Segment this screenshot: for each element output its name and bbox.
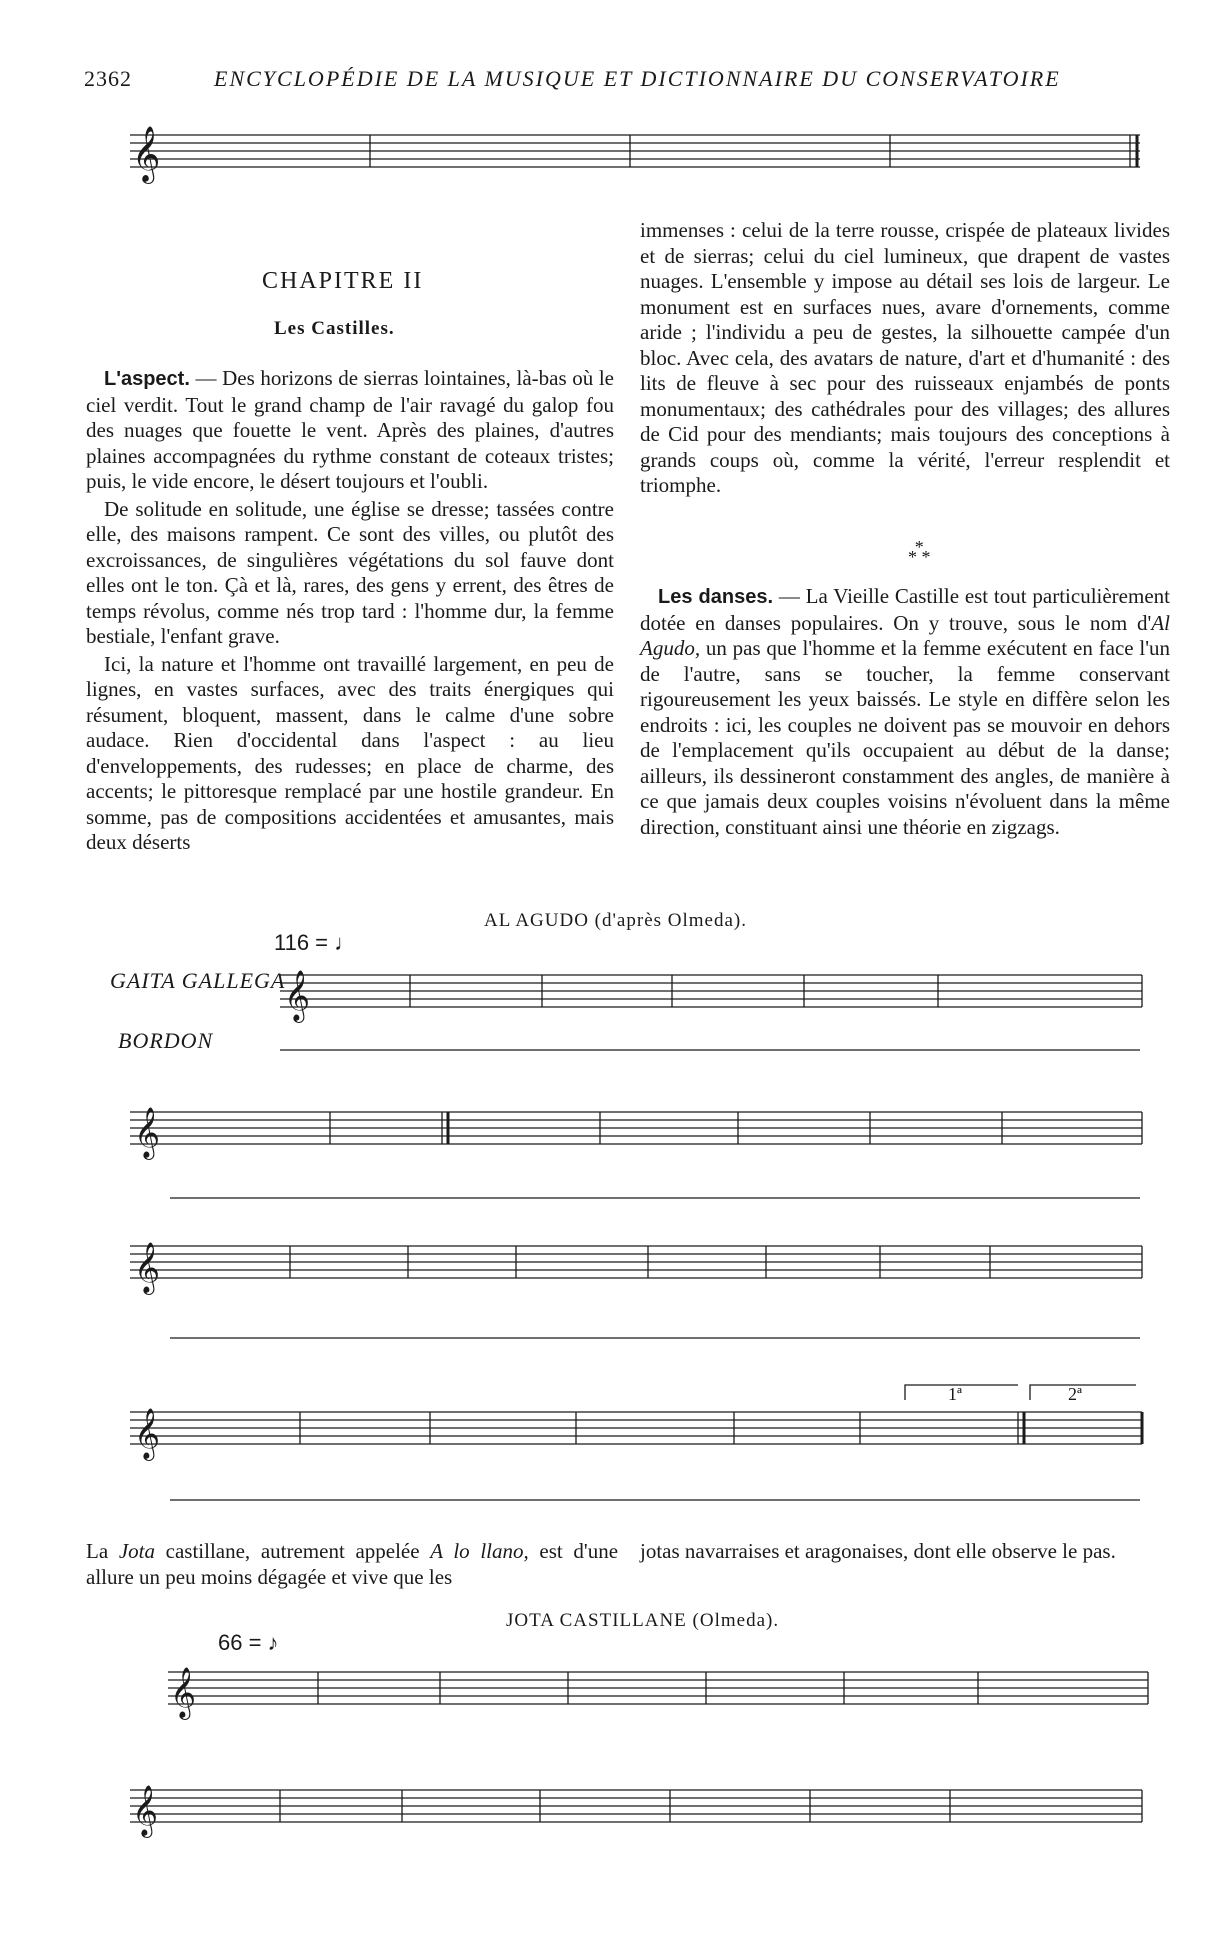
chapter-subtitle: Les Castilles. xyxy=(274,318,395,339)
music-staff-agudo-2 xyxy=(130,1092,1150,1212)
music-staff-agudo-3 xyxy=(130,1220,1150,1350)
running-title: ENCYCLOPÉDIE DE LA MUSIQUE ET DICTIONNAIRE DU CONSERVATOIRE xyxy=(214,66,1061,91)
paragraph-aspect xyxy=(86,366,614,495)
jota-left-a: La xyxy=(86,1539,119,1563)
al-agudo-title: AL AGUDO (d'après Olmeda). xyxy=(484,910,747,931)
right-column xyxy=(640,218,1170,501)
paragraph-right-1: immenses : celui de la terre rousse, crispée de plateaux livides et de sierras; celui du ciel lumineux, que drapent de vastes nuages. L'ensemble y impose au détail ses lois de largeur. Le monument est en surfaces nues, avare d'ornements, comme aride ; l'individu a peu de gestes, la silhouette campée d'un bloc. Avec cela, des avatars de nature, d'art et d'humanité : des lits de fleuve à sec pour des ruisseaux enjambés de ponts monumentaux; des cathédrales pour des villages; des allures de Cid pour des mendiants; mais toujours des conceptions à grands coups où, comme la vérité, l'erreur resplendit et triomphe. xyxy=(640,218,1170,497)
jota-text-left xyxy=(86,1538,618,1590)
svg-text:𝄞: 𝄞 xyxy=(170,1667,197,1718)
svg-text:𝄞: 𝄞 xyxy=(134,1408,161,1459)
music-staff-agudo-1 xyxy=(280,950,1150,1060)
aspect-lead: L'aspect. xyxy=(104,368,190,390)
music-staff-jota-2 xyxy=(130,1760,1150,1850)
music-staff-agudo-4 xyxy=(130,1380,1150,1510)
danses-lead: Les danses. xyxy=(658,586,774,608)
jota-left-c: est d'une allure un peu moins dégagée et vive que les xyxy=(86,1539,619,1589)
volta-first: 1ª xyxy=(948,1384,962,1404)
page-number: 2362 xyxy=(84,66,132,91)
jota-italic: Jota xyxy=(118,1539,155,1563)
instrument-bordon: BORDON xyxy=(118,1028,214,1053)
svg-text:𝄞: 𝄞 xyxy=(132,1785,159,1836)
jota-text-right: jotas navarraises et aragonaises, dont elle observe le pas. xyxy=(640,1539,1116,1563)
paragraph-2: De solitude en solitude, une église se dresse; tassées contre elle, des maisons rampent. Ce sont des villes, ou plutôt des excroissances, de singulières végétations du sol fauve dont elles ont le ton. Çà et là, rares, des gens y errent, des êtres de temps révolus, comme nés trop tard : l'homme dur, la femme bestiale, l'enfant grave. xyxy=(86,496,614,648)
paragraph-danses xyxy=(640,584,1170,840)
left-column xyxy=(86,366,614,858)
jota-left-b: castillane, autrement appelée xyxy=(154,1539,431,1563)
jota-tempo: 66 = ♪ xyxy=(218,1630,279,1655)
jota-title: JOTA CASTILLANE (Olmeda). xyxy=(506,1610,780,1631)
music-staff-jota-1 xyxy=(168,1650,1158,1740)
svg-text:𝄞: 𝄞 xyxy=(134,1242,161,1293)
danses-column xyxy=(640,584,1170,842)
svg-text:𝄞: 𝄞 xyxy=(134,1107,161,1158)
jota-italic-2: A lo llano, xyxy=(430,1539,529,1563)
page-header xyxy=(84,66,1094,94)
section-separator: * * * xyxy=(908,537,931,567)
paragraph-3: Ici, la nature et l'homme ont travaillé largement, en peu de lignes, en vastes surfaces, avec des traits énergiques qui résument, bloquent, massent, dans le calme d'une sobre audace. Rien d'occidental dans l'aspect : au lieu d'enveloppements, des rudesses; en place de charme, des accents; le pittoresque remplacé par une hostile grandeur. En somme, pas de compositions accidentées et amusantes, mais deux déserts xyxy=(86,651,614,854)
instrument-gaita: GAITA GALLEGA xyxy=(110,968,286,993)
al-agudo-tempo: 116 = ♩ xyxy=(274,930,357,955)
danses-italic: Al Agudo, xyxy=(640,610,1170,660)
aspect-text: — Des horizons de sierras lointaines, là-bas où le ciel verdit. Tout le grand champ de l'air ravagé du galop fou des nuages que fouette le vent. Après des plaines, d'autres plaines accompagnées du rythme constant de coteaux tristes; puis, le vide encore, le désert toujours et l'oubli. xyxy=(86,366,614,493)
music-staff-top xyxy=(130,110,1150,200)
danses-text-b: un pas que l'homme et la femme exécutent en face l'un de l'autre, sans se toucher, la femme conservant rigoureusement les yeux baissés. Le style en diffère selon les endroits : ici, les couples ne doivent pas se mouvoir en dehors de l'emplacement qu'ils occupaient au début de la danse; ailleurs, ils dessineront constamment des angles, de manière à ce que jamais deux couples voisins n'évoluent dans la même direction, constituant ainsi une théorie en zigzags. xyxy=(640,636,1170,839)
svg-text:𝄞: 𝄞 xyxy=(284,970,311,1021)
danses-text-a: — La Vieille Castille est tout particulièrement dotée en danses populaires. On y trouve, sous le nom d' xyxy=(640,584,1170,635)
svg-text:𝄞: 𝄞 xyxy=(132,126,161,182)
volta-second: 2ª xyxy=(1068,1384,1082,1404)
chapter-title: CHAPITRE II xyxy=(262,268,424,294)
